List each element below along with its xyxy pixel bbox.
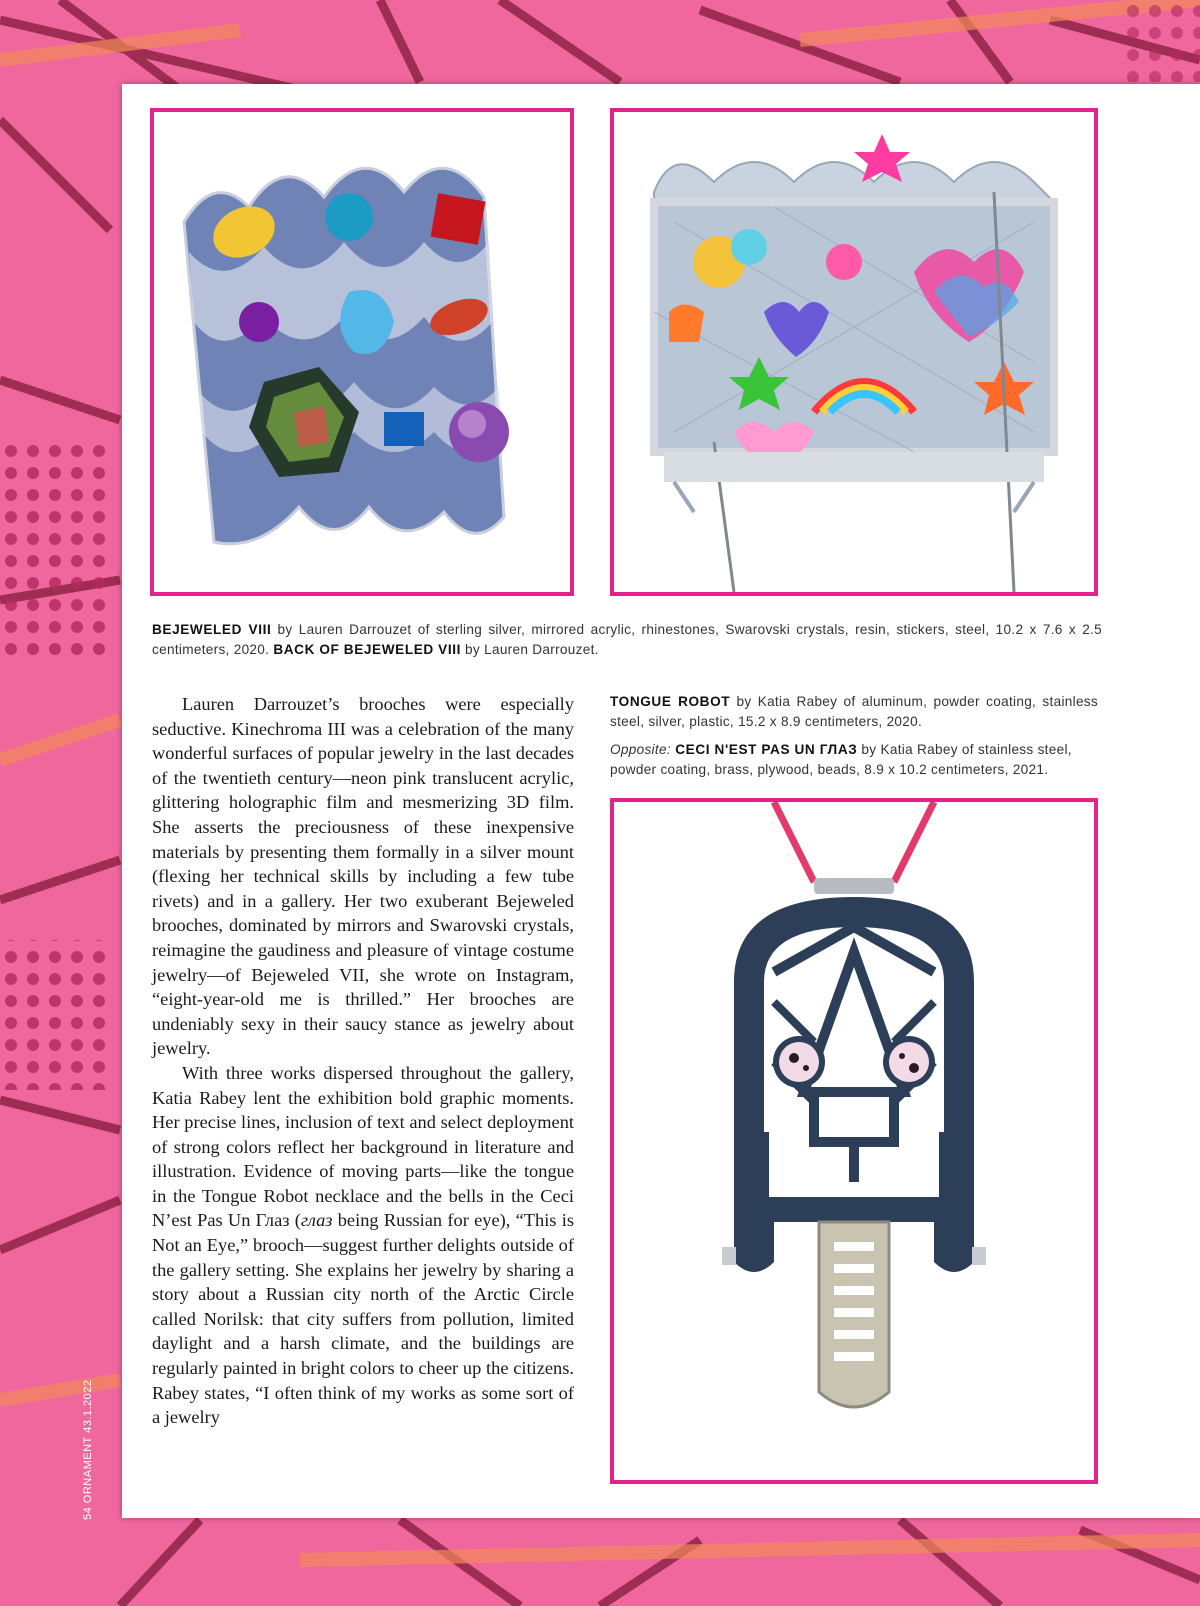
opposite-label: Opposite: <box>610 742 671 757</box>
article-body <box>152 692 574 1430</box>
caption-title: BACK OF BEJEWELED VIII <box>273 642 461 657</box>
tongue-robot-photo <box>610 798 1098 1484</box>
page-folio: 54 ORNAMENT 43.1.2022 <box>82 1379 94 1520</box>
caption-text: by Katia Rabey of stainless steel, powder coating, brass, plywood, beads, 8.9 x 10.2 centimeters, 2021. <box>610 742 1072 777</box>
caption-text: by Lauren Darrouzet. <box>460 642 599 657</box>
paragraph-text: With three works dispersed throughout the gallery, Katia Rabey lent the exhibition bold graphic moments. Her precise lines, inclusion of text and select deployment of strong colors reflect her background in literature and illustration. Evidence of moving parts—like the tongue in the Tongue Robot necklace and the bells in the Ceci N’est Pas Un Глаз ( <box>152 1062 574 1231</box>
caption-title: BEJEWELED VIII <box>152 622 272 637</box>
caption-title: TONGUE ROBOT <box>610 694 731 709</box>
tongue-robot-caption <box>610 692 1098 732</box>
opposite-caption <box>610 740 1098 780</box>
bejeweled-viii-photo <box>150 108 574 596</box>
article-paragraph: Lauren Darrouzet’s brooches were especially seductive. Kinechroma III was a celebration of the many wonderful surfaces of popular jewelry in the last decades of the twentieth century—neon pink translucent acrylic, glittering holographic film and mesmerizing 3D film. She asserts the preciousness of these inexpensive materials by presenting them formally in a silver mount (flexing her technical skills by including a few tube rivets) and in a gallery. Her two exuberant Bejeweled brooches, dominated by mirrors and Swarovski crystals, reimagine the gaudiness and pleasure of vintage costume jewelry—of Bejeweled VII, she wrote on Instagram, “eight-year-old me is thrilled.” Her brooches are undeniably sexy in their saucy stance as jewelry about jewelry. <box>152 694 574 1059</box>
paragraph-text: being Russian for eye), “This is Not an Eye,” brooch—suggest further delights outside of the gallery setting. She explains her jewelry by sharing a story about a Russian city north of the Arctic Circle called Norilsk: that city suffers from pollution, limited daylight and a harsh climate, and the buildings are regularly painted in bright colors to cheer up the citizens. Rabey states, “I often think of my works as some sort of a jewelry <box>152 1210 574 1428</box>
article-paragraph <box>152 1061 574 1430</box>
caption-text: by Lauren Darrouzet of sterling silver, mirrored acrylic, rhinestones, Swarovski crystals, resin, stickers, steel, 10.2 x 7.6 x 2.5 centimeters, 2020. <box>152 622 1102 657</box>
top-photos-caption <box>152 620 1102 660</box>
caption-text: by Katia Rabey of aluminum, powder coating, stainless steel, silver, plastic, 15.2 x 8.9 centimeters, 2020. <box>610 694 1099 729</box>
italic-word: глаз <box>300 1210 333 1231</box>
magazine-page <box>122 84 1200 1518</box>
caption-title: CECI N'EST PAS UN ГЛАЗ <box>670 742 858 757</box>
back-of-bejeweled-viii-photo <box>610 108 1098 596</box>
